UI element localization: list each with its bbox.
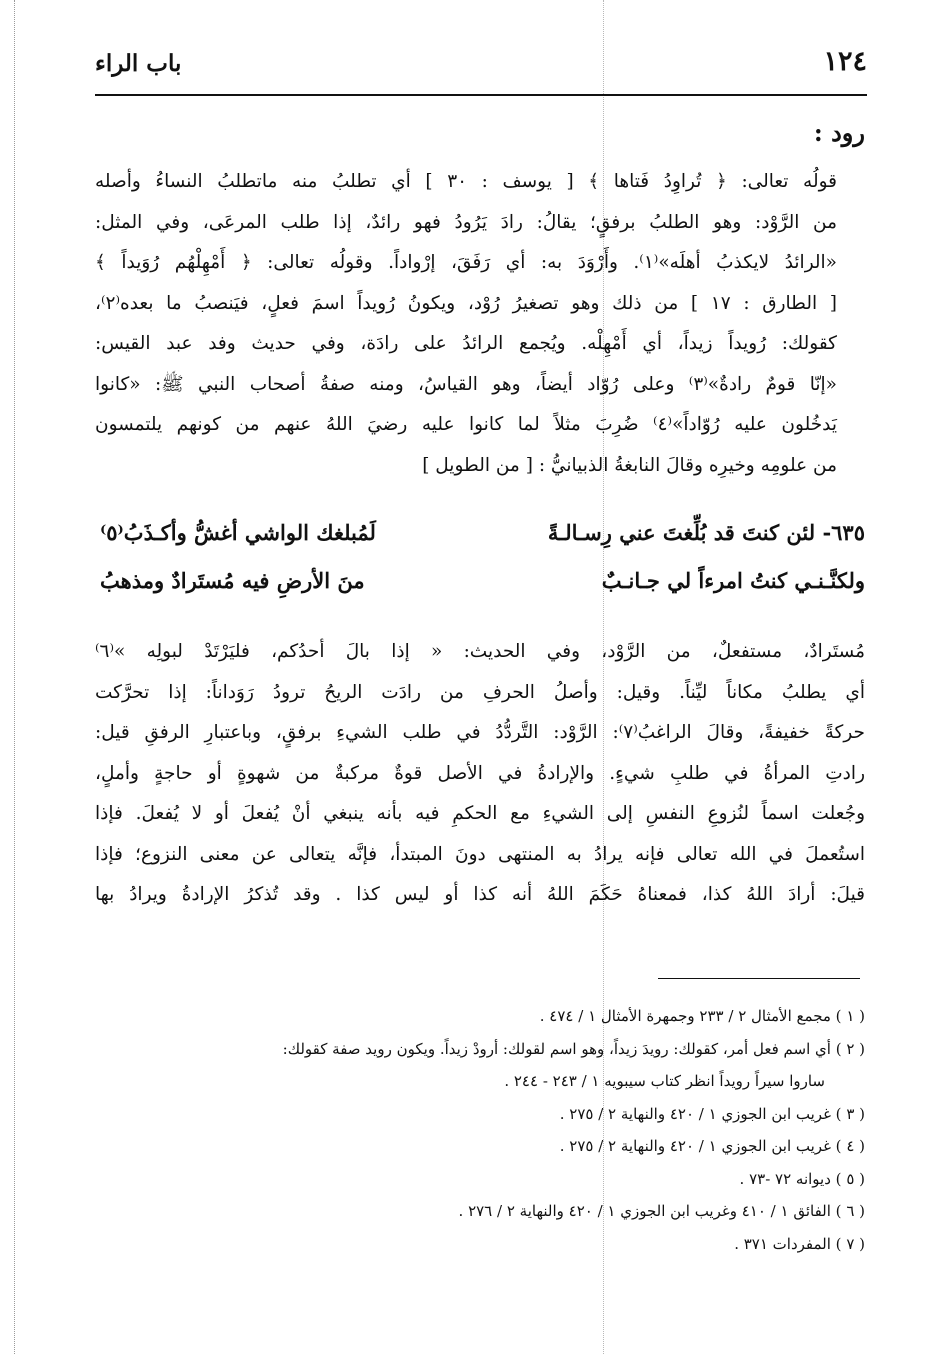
text-line: [ الطارق : ١٧ ] من ذلك وهو تصغيرُ رُوْد، ويكونُ رُويداً اسمَ فعلٍ، فيَنصبُ ما بعده⁽٢⁾، <box>95 292 837 314</box>
hemistich-text: لئن كنتَ قد بُلِّغتَ عني رِسـالـةً <box>547 520 816 545</box>
text-line: «إنّا قومٌ رادةٌ»⁽٣⁾ وعلى رُوّاد أيضاً، وهو القياسُ، ومنه صفةُ أصحاب النبي ﷺ: «كانوا <box>95 373 837 395</box>
text-line: من علومِه وخيرِه وقالَ النابغةُ الذبيانيُّ : [ من الطويل ] <box>422 454 837 476</box>
page-header <box>95 46 867 90</box>
chapter-title: باب الراء <box>95 50 182 77</box>
text-line: وجُعلت اسماً لنُزوعِ النفسِ إلى الشيءِ مع الحكمِ فيه بأنه ينبغي أنْ يُفعلَ أو لا يُفعلَ. فإذا <box>95 803 865 824</box>
footnote: ( ١ ) مجمع الأمثال ٢ / ٢٣٣ وجمهرة الأمثال ١ / ٤٧٤ . <box>539 1007 865 1025</box>
verse-second-hemistich: لَمُبلغك الواشي أغشُّ وأكـذَبُ⁽٥⁾ <box>100 520 376 545</box>
scan-artifact-left <box>14 0 15 1354</box>
text-line: من الرَّوْد: وهو الطلبُ برفقٍ؛ يقالُ: رادَ يَرُودُ فهو رائدٌ، إذا طلب المرعَى، وفي المثل: <box>95 211 837 233</box>
verse-row <box>95 520 865 568</box>
page-number: ١٢٤ <box>823 46 867 77</box>
footnote: ( ٣ ) غريب ابن الجوزي ١ / ٤٢٠ والنهاية ٢ / ٢٧٥ . <box>559 1104 865 1123</box>
text-line: يَدخُلون عليه رُوّاداً»⁽٤⁾ ضُرِبَ مثلاً لما كانوا عليه رضيَ اللهُ عنهم من كونهم يلتمسون <box>95 414 837 435</box>
text-line: قيلَ: أرادَ اللهُ كذا، فمعناهُ حَكَمَ اللهُ أنه كذا أو ليس كذا . وقد تُذكرُ الإرادةُ ويرادُ بها <box>95 884 865 905</box>
verse-first-hemistich <box>548 520 865 545</box>
footnote-continuation: ساروا سيراً رويداً انظر كتاب سيبويه ١ / ٢٤٣ - ٢٤٤ . <box>504 1072 825 1090</box>
text-line: مُستَرادٌ، مستفعلٌ، من الرَّوْد، وفي الحديث: « إذا بالَ أحدُكم، فليَرْتَدْ لبولِه »⁽٦⁾ <box>95 641 865 662</box>
footnote: ( ٦ ) الفائق ١ / ٤١٠ وغريب ابن الجوزي ١ / ٤٢٠ والنهاية ٢ / ٢٧٦ . <box>458 1202 865 1220</box>
entry-title: رود : <box>813 118 865 147</box>
footnote: ( ٥ ) ديوانه ٧٢ -٧٣ . <box>739 1169 865 1188</box>
text-line: أي يطلبُ مكاناً ليِّناً. وقيل: وأصلُ الحرفِ من رادَت الريحُ ترودُ رَوَداناً: إذا تحرَّكت <box>95 681 865 703</box>
verse-first-hemistich <box>602 568 865 593</box>
paragraph-2 <box>95 632 865 916</box>
verse-second-hemistich: منَ الأرضِ فيه مُستَرادٌ ومذهبُ <box>100 568 365 593</box>
footnotes <box>95 1000 865 1260</box>
footnote: ( ٤ ) غريب ابن الجوزي ١ / ٤٢٠ والنهاية ٢ / ٢٧٥ . <box>559 1137 865 1155</box>
text-line: قولُه تعالى: ﴿ تُراوِدُ فَتاها ﴾ [ يوسف : ٣٠ ] أي تطلبُ منه ماتطلبُ النساءُ وأصله <box>95 171 837 192</box>
verse-row <box>95 568 865 616</box>
hemistich-text: ولكنَّـنـي كنتُ امرءاً لي جـانـبٌ <box>601 568 865 593</box>
text-line: رادتِ المرأةُ في طلبِ شيءٍ. والإرادةُ في الأصل قوةٌ مركبةٌ من شهوةٍ أو حاجةٍ وأملٍ، <box>95 762 865 784</box>
footnote-divider <box>658 978 860 979</box>
text-line: كقولك: رُويداً زيداً، أي أَمْهِلْه. ويُجمع الرائدُ على رادَة، وفي حديث وفد عبد القيس: <box>95 333 837 354</box>
poetry-block <box>95 520 865 616</box>
text-line: «الرائدُ لايكذبُ أهلَه»⁽١⁾. وأَرْوَدَ به: أي رَفَقَ، إرْواداً. وقولُه تعالى: ﴿ أَمْهِلْهُم رُوَيداً ﴾ <box>95 252 837 273</box>
verse-number: ٦٣٥- <box>822 520 865 545</box>
header-divider <box>95 94 867 96</box>
text-line: استُعملَ في الله تعالى فإنه يرادُ به المنتهى دونَ المبتدأ، فإنَّه يتعالى عن معنى النزوع؛ فإذا <box>95 843 865 865</box>
text-line: حركةً خفيفةً، وقالَ الراغبُ⁽٧⁾: الرَّوْد: التَّردُّدُ في طلب الشيءِ برفقٍ، وباعتبارِ الرفقِ قيل: <box>95 722 865 743</box>
footnote: ( ٢ ) أي اسم فعل أمر، كقولك: رويدَ زيداً، وهو اسم لقولك: أرودْ زيداً. ويكون رويد صفة كقولك: <box>282 1039 865 1058</box>
paragraph-1 <box>95 162 865 486</box>
footnote: ( ٧ ) المفردات ٣٧١ . <box>734 1234 865 1253</box>
